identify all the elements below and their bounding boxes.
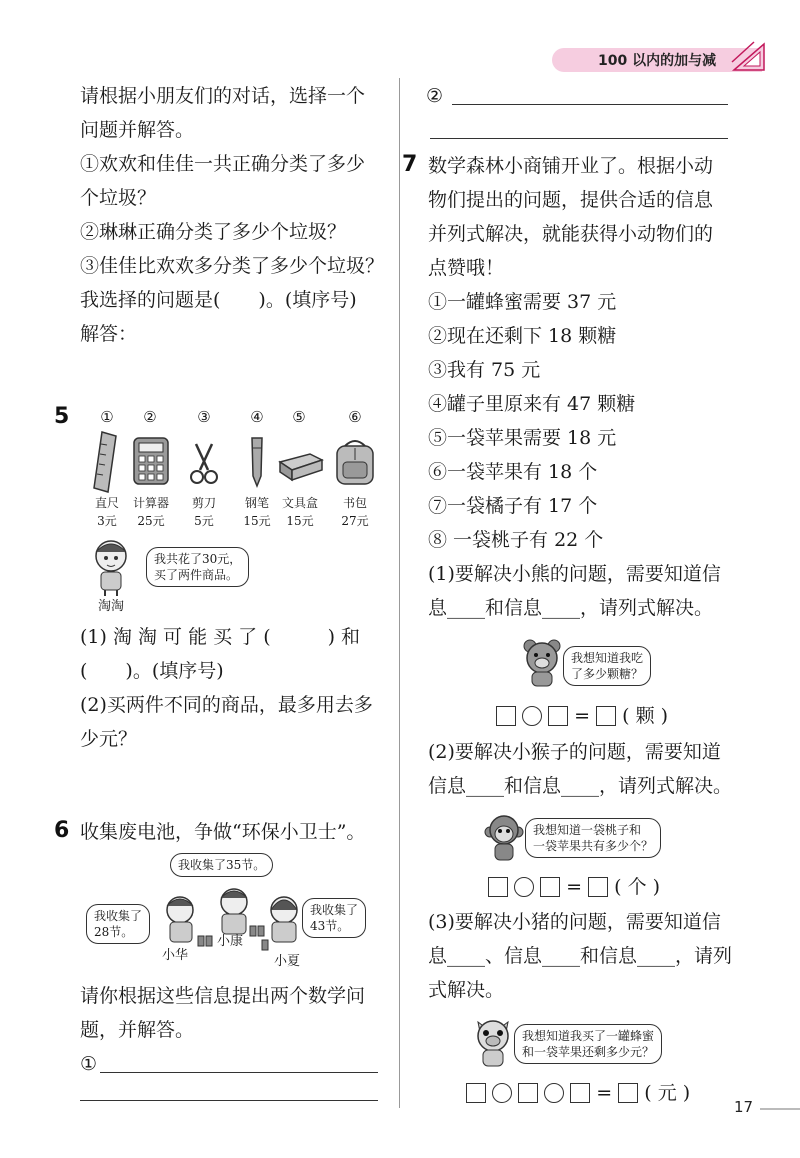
name-xiaokang: 小康	[216, 934, 243, 949]
item2-name: 计算器	[132, 496, 169, 510]
q6-answer-line1[interactable]	[100, 1072, 378, 1073]
q7-info-5: ⑤一袋苹果需要 18 元	[428, 427, 617, 449]
q7-part2-line1: (2)要解决小猴子的问题，需要知道	[428, 741, 721, 763]
kang-bubble-text: 我收集了35节。	[178, 858, 266, 872]
name-xiaohua: 小华	[161, 948, 188, 963]
item2-price: 25元	[137, 514, 165, 528]
hua-bubble-line1: 我收集了	[94, 909, 143, 923]
footer-rule	[760, 1108, 800, 1110]
q7-intro-line2: 物们提出的问题，提供合适的信息	[428, 189, 714, 211]
q4-option1-line1: ①欢欢和佳佳一共正确分类了多少	[80, 153, 366, 175]
equation-1	[496, 703, 668, 728]
q7-part3-line1: (3)要解决小猪的问题，需要知道信	[428, 911, 721, 933]
monkey-illustration	[484, 812, 524, 864]
schoolbag-icon	[331, 436, 379, 488]
q7-intro-line1: 数学森林小商铺开业了。根据小动	[428, 155, 714, 177]
eq1-box-result[interactable]	[596, 706, 616, 726]
item3-name: 剪刀	[191, 496, 216, 510]
pig-illustration	[470, 1016, 516, 1068]
item4-index: ④	[250, 408, 264, 426]
taotao-bubble-line1: 我共花了30元，	[154, 552, 242, 566]
eq3-operator-circle-1[interactable]	[492, 1083, 512, 1103]
eq3-box-b[interactable]	[518, 1083, 538, 1103]
eq1-box-a[interactable]	[496, 706, 516, 726]
item3-index: ③	[197, 408, 211, 426]
eq3-unit: ( 元 )	[644, 1082, 691, 1104]
xia-bubble-line1: 我收集了	[310, 903, 359, 917]
item2-index: ②	[143, 408, 157, 426]
q7-number: 7	[402, 152, 418, 177]
eq2-box-b[interactable]	[540, 877, 560, 897]
q7-part3-line2: 息____、信息____和信息____，请列	[428, 945, 733, 967]
item5-name: 文具盒	[281, 496, 318, 510]
q6-blank1-label: ①	[80, 1053, 98, 1075]
calculator-icon	[131, 436, 171, 486]
q7-info-7: ⑦一袋橘子有 17 个	[428, 495, 598, 517]
pig-bubble-line2: 和一袋苹果还剩多少元？	[522, 1045, 655, 1059]
item6-price: 27元	[341, 514, 369, 528]
kid-name-taotao: 淘淘	[97, 599, 124, 614]
q5-sub2-line2: 少元？	[80, 728, 138, 750]
q7-info-8: ⑧ 一袋桃子有 22 个	[428, 529, 604, 551]
item4-name: 钢笔	[244, 496, 269, 510]
hua-bubble-line2: 28节。	[94, 925, 134, 939]
chapter-title: 100 以内的加与减	[598, 53, 717, 69]
eq1-box-b[interactable]	[548, 706, 568, 726]
monkey-speech-bubble	[525, 818, 661, 858]
item1-name: 直尺	[94, 496, 119, 510]
eq3-box-a[interactable]	[466, 1083, 486, 1103]
eq2-equals: =	[566, 876, 583, 898]
q6-answer-line2b[interactable]	[430, 138, 728, 139]
eq2-box-result[interactable]	[588, 877, 608, 897]
kang-speech-bubble	[170, 853, 273, 877]
q4-intro-line2: 问题并解答。	[80, 119, 195, 141]
eq2-operator-circle[interactable]	[514, 877, 534, 897]
xia-speech-bubble	[302, 898, 366, 938]
item6-index: ⑥	[348, 408, 362, 426]
q7-info-3: ③我有 75 元	[428, 359, 541, 381]
q6-ask-line2: 题，并解答。	[80, 1019, 195, 1041]
eq1-operator-circle[interactable]	[522, 706, 542, 726]
scissors-icon	[186, 440, 222, 486]
q4-option3: ③佳佳比欢欢多分类了多少个垃圾？	[80, 255, 385, 277]
q7-info-2: ②现在还剩下 18 颗糖	[428, 325, 617, 347]
pig-speech-bubble	[514, 1024, 662, 1064]
q5-number: 5	[54, 404, 70, 429]
eq3-equals: =	[596, 1082, 613, 1104]
q5-sub1-line1: (1) 淘 淘 可 能 买 了 ( ) 和	[80, 626, 361, 648]
q5-sub1-line2: ( )。(填序号)	[80, 660, 224, 682]
equation-2	[488, 874, 660, 899]
equation-3	[466, 1080, 690, 1105]
taotao-bubble-line2: 买了两件商品。	[154, 568, 239, 582]
ruler-icon	[88, 430, 124, 494]
eq3-operator-circle-2[interactable]	[544, 1083, 564, 1103]
monkey-bubble-line1: 我想知道一袋桃子和	[533, 823, 642, 837]
q6-answer-line1b[interactable]	[80, 1100, 378, 1101]
bear-bubble-line1: 我想知道我吃	[571, 651, 644, 665]
bear-bubble-line2: 了多少颗糖？	[571, 667, 644, 681]
bear-illustration	[520, 636, 564, 688]
item6-name: 书包	[342, 496, 367, 510]
q7-part1-line1: (1)要解决小熊的问题，需要知道信	[428, 563, 721, 585]
q6-answer-line2[interactable]	[452, 104, 728, 105]
q4-answer-label: 解答：	[80, 323, 138, 345]
kid-taotao-illustration	[88, 536, 134, 598]
monkey-bubble-line2: 一袋苹果共有多少个？	[533, 839, 654, 853]
q4-choose-prompt: 我选择的问题是( )。(填序号)	[80, 289, 357, 311]
q7-info-6: ⑥一袋苹果有 18 个	[428, 461, 598, 483]
bear-speech-bubble	[563, 646, 651, 686]
item1-index: ①	[100, 408, 114, 426]
q7-info-4: ④罐子里原来有 47 颗糖	[428, 393, 636, 415]
q6-blank2-label: ②	[426, 85, 444, 107]
hua-speech-bubble	[86, 904, 150, 944]
pig-bubble-line1: 我想知道我买了一罐蜂蜜	[522, 1029, 655, 1043]
item3-price: 5元	[194, 514, 214, 528]
q6-ask-line1: 请你根据这些信息提出两个数学问	[80, 985, 366, 1007]
q7-intro-line4: 点赞哦！	[428, 257, 505, 279]
q7-part1-line2: 息____和信息____，请列式解决。	[428, 597, 714, 619]
item5-price: 15元	[286, 514, 314, 528]
eq2-unit: ( 个 )	[614, 876, 661, 898]
q5-sub2-line1: (2)买两件不同的商品，最多用去多	[80, 694, 373, 716]
eq3-box-c[interactable]	[570, 1083, 590, 1103]
q4-option1-line2: 个垃圾？	[80, 187, 157, 209]
taotao-speech-bubble	[146, 547, 249, 587]
item5-index: ⑤	[292, 408, 306, 426]
pencil-box-icon	[276, 448, 324, 482]
item1-price: 3元	[97, 514, 117, 528]
xia-bubble-line2: 43节。	[310, 919, 350, 933]
name-xiaoxia: 小夏	[273, 954, 300, 969]
item4-price: 15元	[243, 514, 271, 528]
q7-part3-line3: 式解决。	[428, 979, 505, 1001]
page-number: 17	[734, 1098, 754, 1116]
q7-intro-line3: 并列式解决，就能获得小动物们的	[428, 223, 714, 245]
eq2-box-a[interactable]	[488, 877, 508, 897]
q7-part2-line2: 信息____和信息____，请列式解决。	[428, 775, 733, 797]
eq3-box-result[interactable]	[618, 1083, 638, 1103]
q7-info-1: ①一罐蜂蜜需要 37 元	[428, 291, 617, 313]
q4-option2: ②琳琳正确分类了多少个垃圾？	[80, 221, 347, 243]
triangle-ruler-icon	[730, 40, 768, 72]
eq1-equals: =	[574, 705, 591, 727]
q6-number: 6	[54, 818, 70, 843]
column-divider	[399, 78, 400, 1108]
q6-title: 收集废电池，争做“环保小卫士”。	[80, 821, 366, 843]
eq1-unit: ( 颗 )	[622, 705, 669, 727]
q4-intro-line1: 请根据小朋友们的对话，选择一个	[80, 85, 366, 107]
pen-icon	[244, 436, 270, 490]
